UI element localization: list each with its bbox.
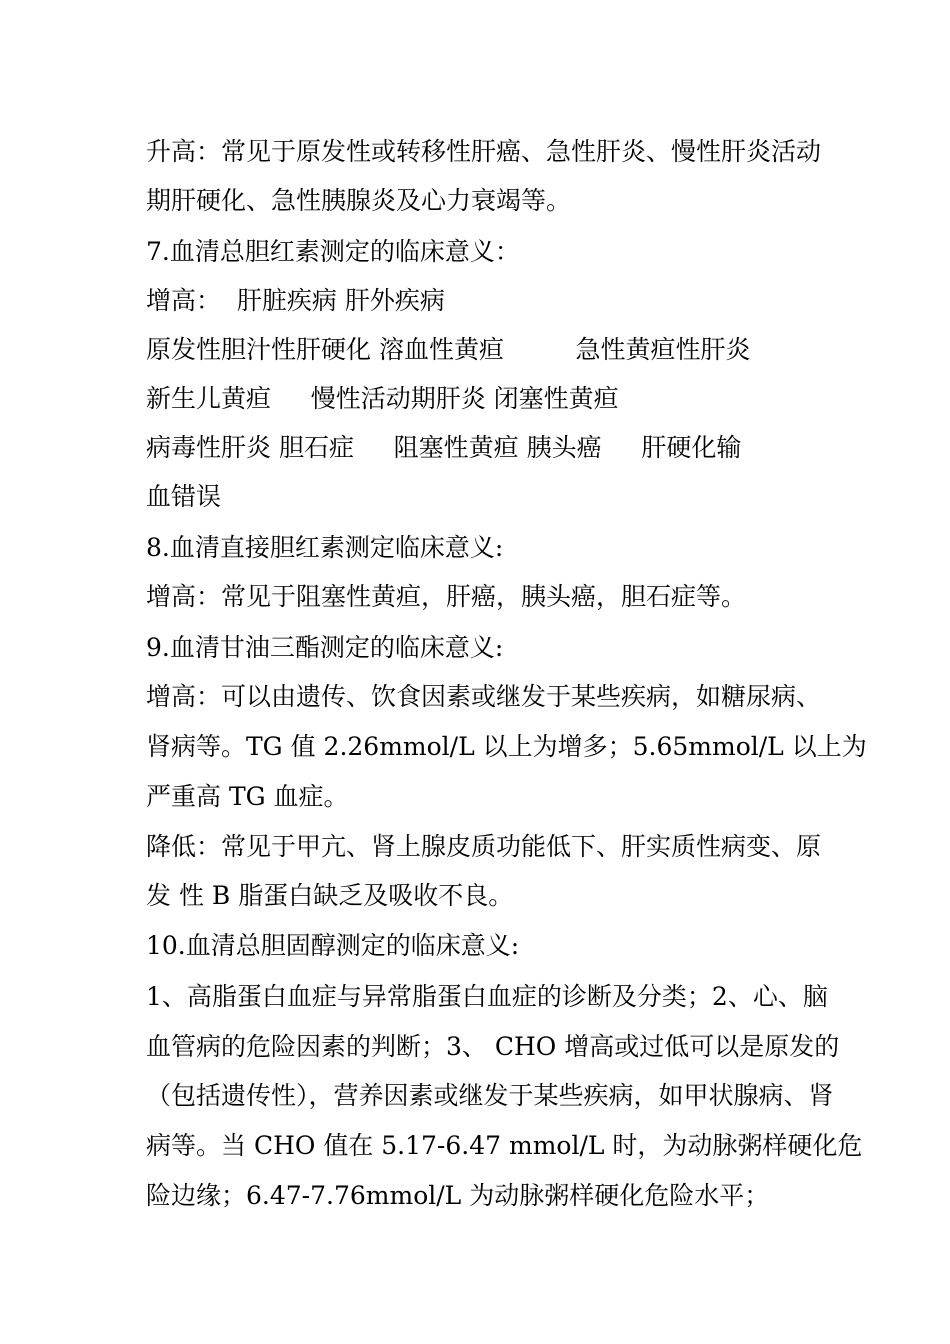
text-line: 发 性 B 脂蛋白缺乏及吸收不良。 xyxy=(146,881,514,910)
section-heading-8: 8.血清直接胆红素测定临床意义: xyxy=(146,533,504,562)
text-line: （包括遗传性），营养因素或继发于某些疾病，如甲状腺病、肾 xyxy=(146,1081,834,1110)
text-line: 期肝硬化、急性胰腺炎及心力衰竭等。 xyxy=(146,186,572,215)
section-heading-9: 9.血清甘油三酯测定的临床意义: xyxy=(146,633,504,662)
text-line: 病等。当 CHO 值在 5.17-6.47 mmol/L 时，为动脉粥样硬化危 xyxy=(146,1131,863,1160)
text-line: 1、高脂蛋白血症与异常脂蛋白血症的诊断及分类；2、心、脑 xyxy=(146,982,828,1011)
text-line: 增高：常见于阻塞性黄疸，肝癌，胰头癌，胆石症等。 xyxy=(146,582,747,611)
text-line: 严重高 TG 血症。 xyxy=(146,782,349,811)
text-line: 降低：常见于甲亢、肾上腺皮质功能低下、肝实质性病变、原 xyxy=(146,832,822,861)
text-line: 病毒性肝炎 胆石症 阻塞性黄疸 胰头癌 肝硬化输 xyxy=(146,433,742,462)
text-line: 血管病的危险因素的判断；3、 CHO 增高或过低可以是原发的 xyxy=(146,1032,840,1061)
text-line: 原发性胆汁性肝硬化 溶血性黄疸 急性黄疸性肝炎 xyxy=(146,335,751,364)
section-heading-10: 10.血清总胆固醇测定的临床意义: xyxy=(146,931,520,960)
text-line: 升高：常见于原发性或转移性肝癌、急性肝炎、慢性肝炎活动 xyxy=(146,137,822,166)
text-line: 肾病等。TG 值 2.26mmol/L 以上为增多；5.65mmol/L 以上为 xyxy=(146,732,867,761)
text-line: 险边缘；6.47-7.76mmol/L 为动脉粥样硬化危险水平； xyxy=(146,1181,770,1210)
text-line: 增高：可以由遗传、饮食因素或继发于某些疾病，如糖尿病、 xyxy=(146,682,822,711)
text-line: 新生儿黄疸 慢性活动期肝炎 闭塞性黄疸 xyxy=(146,384,619,413)
text-line: 血错误 xyxy=(146,482,222,511)
text-line: 增高： 肝脏疾病 肝外疾病 xyxy=(146,286,445,315)
section-heading-7: 7.血清总胆红素测定的临床意义： xyxy=(146,237,520,266)
